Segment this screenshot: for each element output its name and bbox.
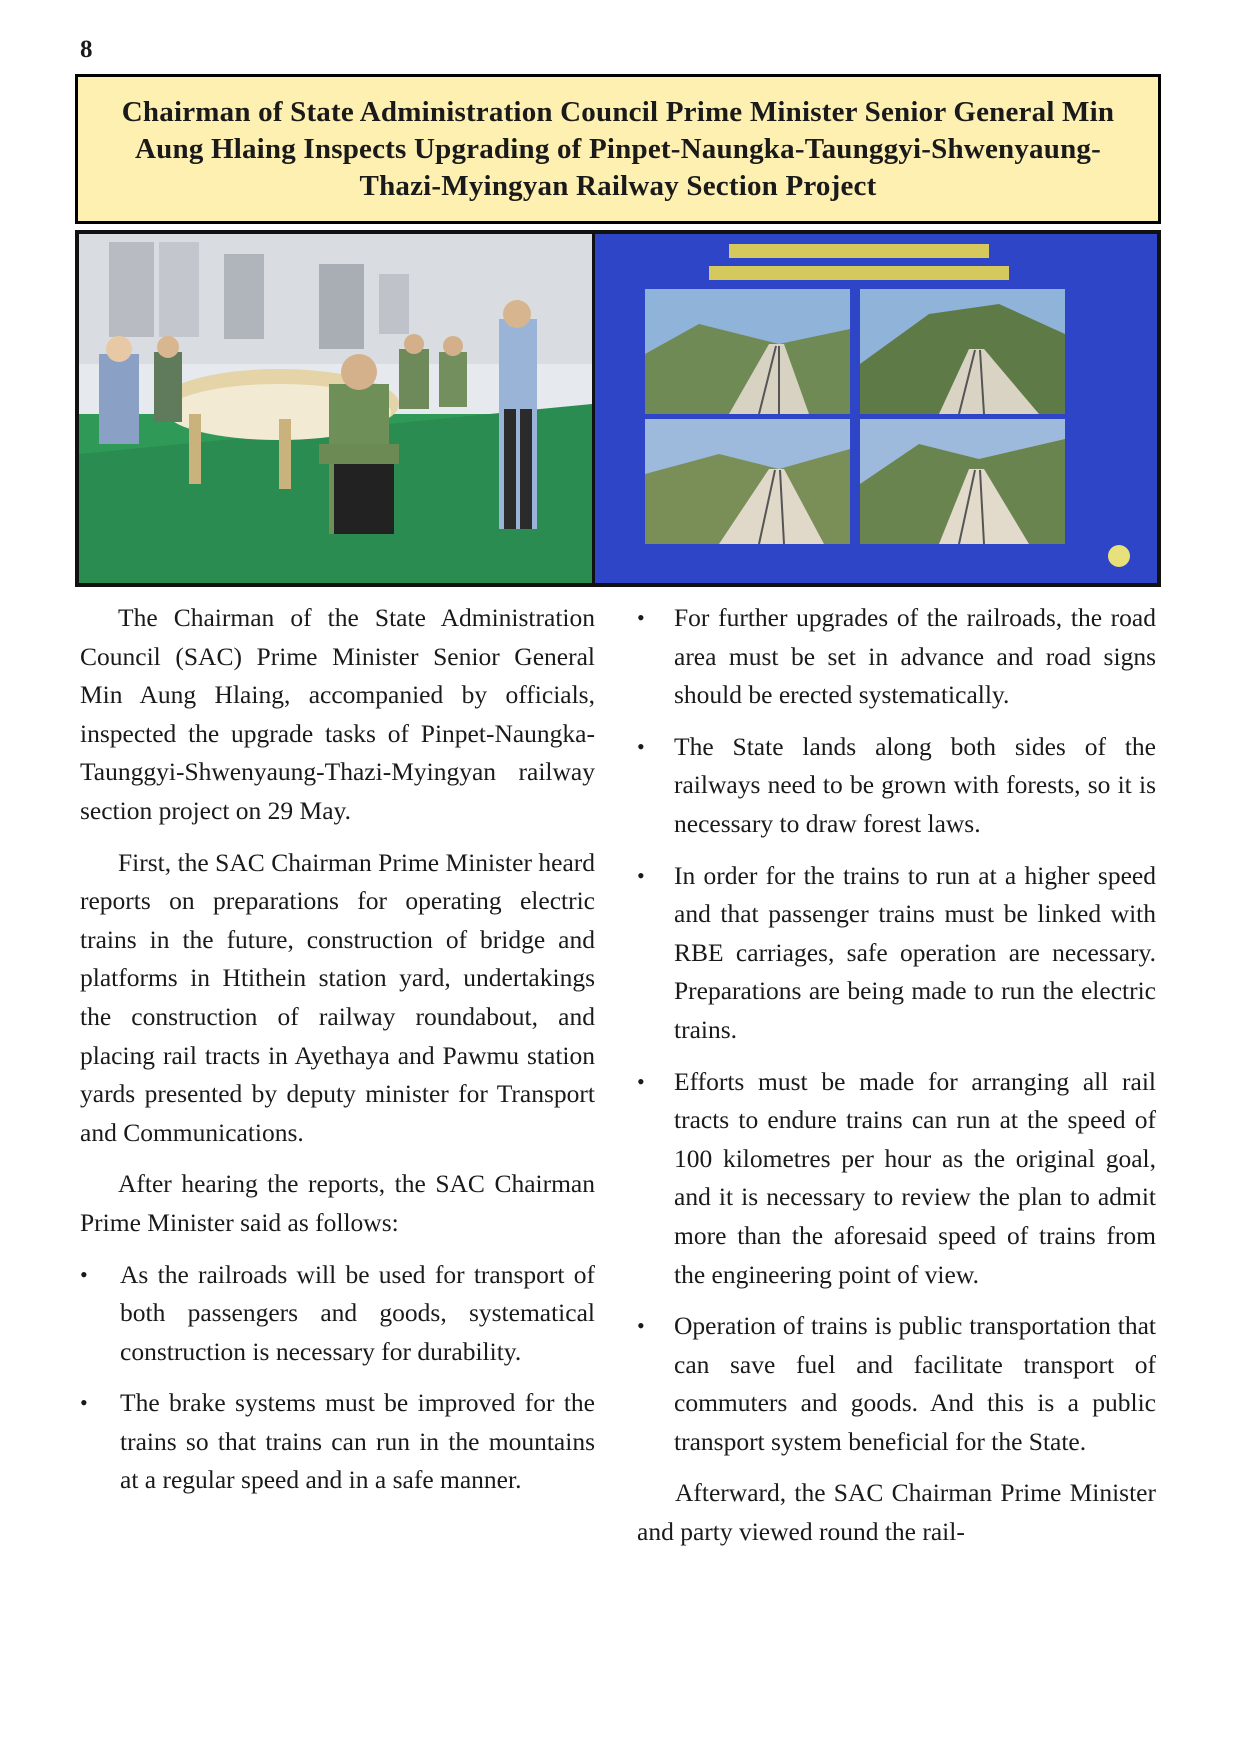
bullet-item: • The brake systems must be improved for the trains so that trains can run in the mountains at a regular speed and in a safe manner. [80,1384,595,1500]
left-column [80,599,595,1513]
page-number: 8 [80,36,93,63]
bullet-item: • The State lands along both sides of the railways need to be grown with forests, so it is necessary to draw forest laws. [637,728,1156,844]
bullet-item: • As the railroads will be used for transport of both passengers and goods, systematical construction is necessary for durability. [80,1256,595,1372]
meeting-room-photo [79,234,592,583]
rail-thumb-3 [645,419,850,544]
rail-thumb-2 [860,289,1065,414]
bullet-list [80,1256,595,1501]
paragraph: After hearing the reports, the SAC Chairman Prime Minister said as follows: [80,1169,595,1237]
paragraph: First, the SAC Chairman Prime Minister heard reports on preparations for operating electric trains in the future, construction of bridge and platforms in Htithein station yard, undertakings the construction of railway roundabout, and placing rail tracts in Ayethaya and Pawmu station yards presented by deputy minister for Transport and Communications. [80,847,595,1147]
bullet-list [637,599,1156,1461]
bullet-item: • Operation of trains is public transportation that can save fuel and facilitate transport of commuters and goods. And this is a public transport system beneficial for the State. [637,1307,1156,1461]
photo-strip [75,230,1161,587]
paragraph: The Chairman of the State Administration Council (SAC) Prime Minister Senior General Min Aung Hlaing, accompanied by officials, inspected the upgrade tasks of Pinpet-Naungka-Taunggyi-Shwenyaung-Thazi-Myingyan railway section project on 29 May. [80,603,595,825]
bullet-item: • Efforts must be made for arranging all rail tracts to endure trains can run at the speed of 100 kilometres per hour as the original goal, and it is necessary to review the plan to admit more than the aforesaid speed of trains from the engineering point of view. [637,1063,1156,1295]
right-column [637,599,1156,1565]
closing-paragraph: Afterward, the SAC Chairman Prime Minister and party viewed round the rail- [637,1478,1156,1547]
rail-thumb-4 [860,419,1065,544]
bullet-item: • For further upgrades of the railroads, the road area must be set in advance and road signs should be erected systematically. [637,599,1156,715]
bullet-item: • In order for the trains to run at a higher speed and that passenger trains must be linked with RBE carriages, safe operation are necessary. Preparations are being made to run the electric trains. [637,857,1156,1050]
title-box [75,74,1161,224]
article-title: Chairman of State Administration Council Prime Minister Senior General Min Aung Hlaing Inspects Upgrading of Pinpet-Naungka-Taunggyi-Shwenyaung-Thazi-Myingyan Railway Section Project [121,95,1115,202]
railway-slide-photo [595,234,1157,583]
rail-thumb-1 [645,289,850,414]
